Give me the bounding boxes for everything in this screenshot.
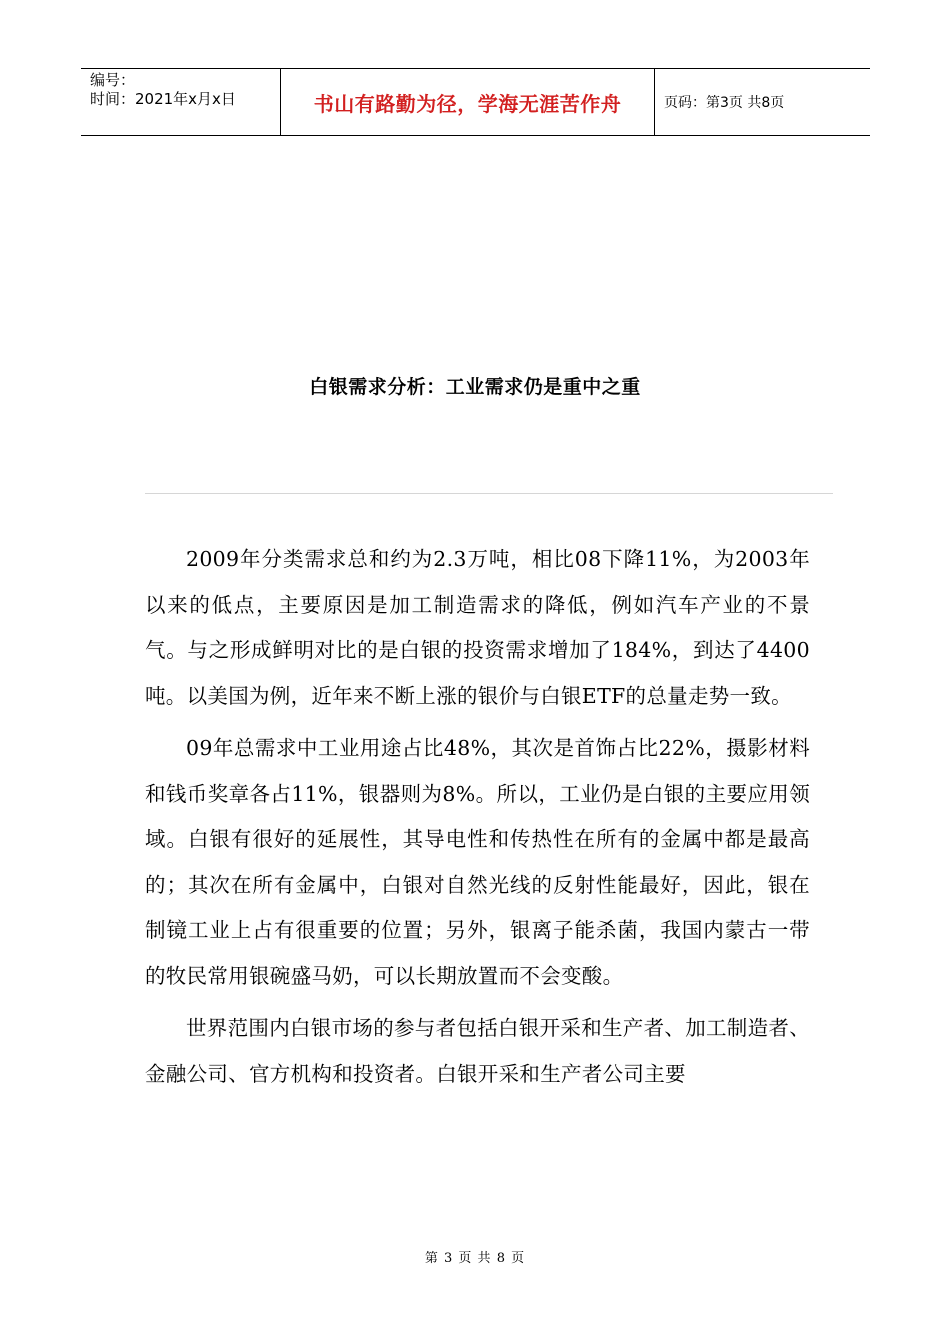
header-meta-cell bbox=[81, 69, 281, 135]
header-page-cell bbox=[655, 69, 870, 135]
page-footer: 第 3 页 共 8 页 bbox=[424, 1251, 526, 1266]
title-divider bbox=[145, 493, 833, 494]
time-label: 时间：2021年x月x日 bbox=[90, 90, 236, 108]
motto-text: 书山有路勤为径，学海无涯苦作舟 bbox=[313, 91, 622, 116]
document-header bbox=[81, 68, 870, 136]
paragraph: 世界范围内白银市场的参与者包括白银开采和生产者、加工制造者、金融公司、官方机构和投资者。白银开采和生产者公司主要 bbox=[145, 1016, 810, 1086]
number-label: 编号： bbox=[90, 71, 136, 89]
page-info: 页码：第3页 共8页 bbox=[664, 95, 785, 111]
paragraph: 2009年分类需求总和约为2.3万吨，相比08下降11%，为2003年以来的低点，主要原因是加工制造需求的降低，例如汽车产业的不景气。与之形成鲜明对比的是白银的投资需求增加了184%，到达了4400吨。以美国为例，近年来不断上涨的银价与白银ETF的总量走势一致。 bbox=[145, 547, 810, 708]
document-body bbox=[145, 537, 810, 1104]
document-title: 白银需求分析：工业需求仍是重中之重 bbox=[309, 376, 641, 398]
header-motto-cell bbox=[281, 69, 655, 135]
paragraph: 09年总需求中工业用途占比48%，其次是首饰占比22%，摄影材料和钱币奖章各占11%，银器则为8%。所以，工业仍是白银的主要应用领域。白银有很好的延展性，其导电性和传热性在所有的金属中都是最高的；其次在所有金属中，白银对自然光线的反射性能最好，因此，银在制镜工业上占有很重要的位置；另外，银离子能杀菌，我国内蒙古一带的牧民常用银碗盛马奶，可以长期放置而不会变酸。 bbox=[145, 736, 810, 988]
